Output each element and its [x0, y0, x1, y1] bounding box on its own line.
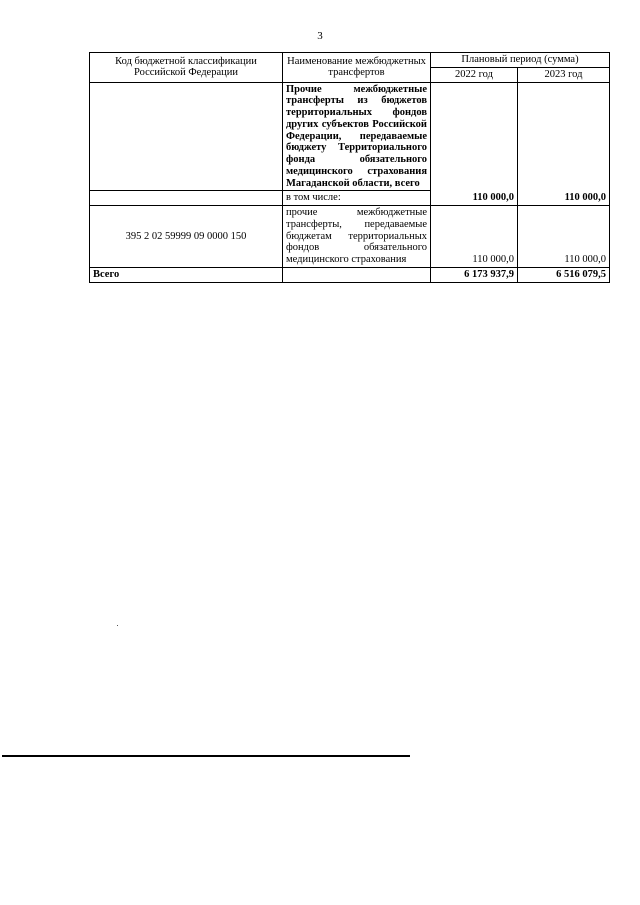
row-value-2022: 110 000,0 [431, 206, 518, 268]
header-code: Код бюджетной классификации Российской Федерации [90, 53, 283, 83]
budget-transfers-table [89, 52, 610, 283]
page-number: 3 [317, 30, 323, 42]
header-name: Наименование межбюджетных трансфертов [283, 53, 431, 83]
total-value-2023: 6 516 079,5 [518, 267, 610, 282]
table-header-row [90, 53, 610, 68]
total-empty-cell [283, 267, 431, 282]
row-code [90, 82, 283, 191]
scan-speck [117, 625, 118, 626]
header-period: Плановый период (сумма) [431, 53, 610, 68]
row-value-2022: 110 000,0 [431, 82, 518, 206]
table-row [90, 82, 610, 191]
header-year-2022: 2022 год [431, 67, 518, 82]
row-value-2023: 110 000,0 [518, 82, 610, 206]
total-label: Всего [90, 267, 283, 282]
row-value-2023: 110 000,0 [518, 206, 610, 268]
row-code [90, 191, 283, 206]
table-total-row [90, 267, 610, 282]
horizontal-rule [2, 755, 410, 757]
table-row [90, 206, 610, 268]
row-name: в том числе: [283, 191, 431, 206]
row-name: Прочие межбюджетные трансферты из бюджетов территориальных фондов других субъектов Российской Федерации, передаваемые бюджету Территориального фонда обязательного медицинского страхования Магаданской области, всего [283, 82, 431, 191]
row-code: 395 2 02 59999 09 0000 150 [90, 206, 283, 268]
header-year-2023: 2023 год [518, 67, 610, 82]
total-value-2022: 6 173 937,9 [431, 267, 518, 282]
row-name: прочие межбюджетные трансферты, передаваемые бюджетам территориальных фондов обязательного медицинского страхования [283, 206, 431, 268]
